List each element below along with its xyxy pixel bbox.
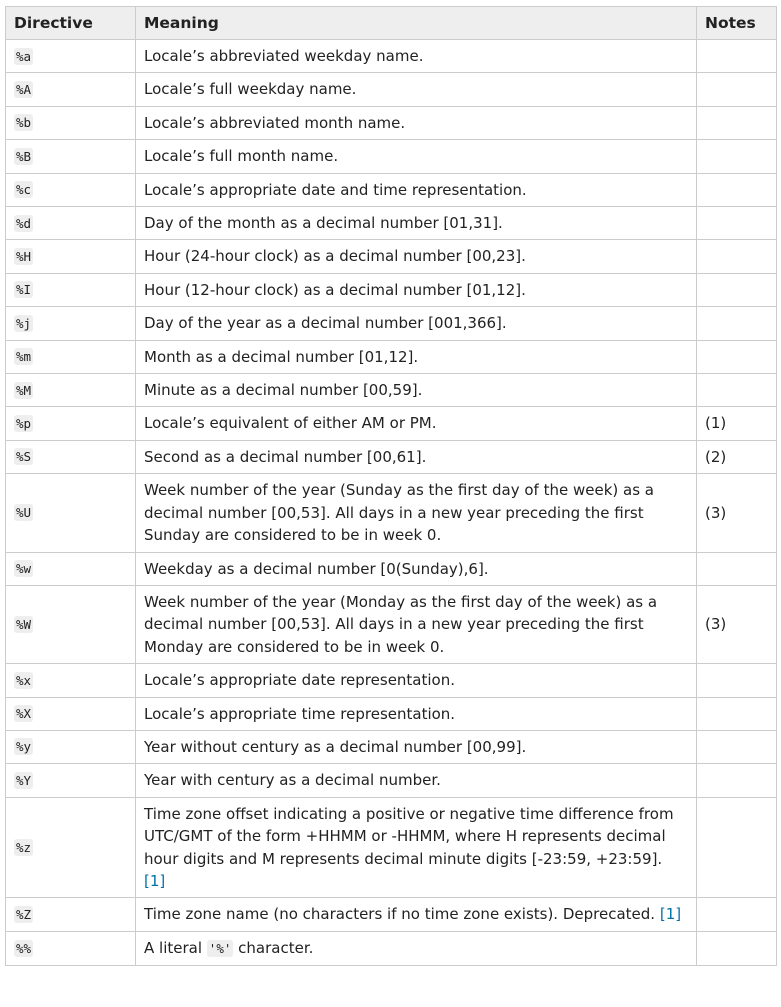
directive-cell <box>6 40 136 73</box>
directive-code: %Y <box>16 772 32 788</box>
notes-cell <box>697 764 777 797</box>
notes-cell <box>697 552 777 585</box>
directive-cell <box>6 273 136 306</box>
table-header-row <box>6 7 777 40</box>
directive-cell <box>6 797 136 898</box>
meaning-cell: Locale’s abbreviated month name. <box>136 106 697 139</box>
footnote-link[interactable]: [1] <box>144 871 166 890</box>
header-meaning: Meaning <box>136 7 697 40</box>
table-row <box>6 585 777 663</box>
footnote-link[interactable]: [1] <box>659 905 682 924</box>
directive-cell <box>6 474 136 552</box>
notes-cell <box>697 73 777 106</box>
meaning-cell: Locale’s full weekday name. <box>136 73 697 106</box>
directive-code: %W <box>16 616 32 632</box>
directive-cell <box>6 764 136 797</box>
notes-cell <box>697 898 777 931</box>
notes-cell: (3) <box>697 474 777 552</box>
meaning-cell: Locale’s appropriate date representation. <box>136 664 697 697</box>
table-row <box>6 931 777 965</box>
directive-code: %H <box>16 248 32 264</box>
meaning-cell: Minute as a decimal number [00,59]. <box>136 374 697 407</box>
directive-cell <box>6 106 136 139</box>
table-row <box>6 207 777 240</box>
directive-cell <box>6 730 136 763</box>
table-row <box>6 73 777 106</box>
directive-cell <box>6 173 136 206</box>
directive-cell <box>6 374 136 407</box>
literal-code: '%' <box>208 940 232 956</box>
meaning-cell: Locale’s full month name. <box>136 140 697 173</box>
table-row <box>6 173 777 206</box>
meaning-cell: Day of the month as a decimal number [01,31]. <box>136 207 697 240</box>
directive-cell <box>6 140 136 173</box>
directive-code: %% <box>16 940 32 956</box>
directive-code: %U <box>16 505 32 521</box>
meaning-cell: Locale’s appropriate time representation. <box>136 697 697 730</box>
header-notes: Notes <box>697 7 777 40</box>
directive-code: %w <box>16 561 32 576</box>
table-row <box>6 106 777 139</box>
meaning-cell: Hour (24-hour clock) as a decimal number [00,23]. <box>136 240 697 273</box>
directive-code: %y <box>16 739 32 755</box>
notes-cell <box>697 374 777 407</box>
directive-code: %p <box>16 415 32 431</box>
notes-cell <box>697 931 777 965</box>
table-row <box>6 140 777 173</box>
table-row <box>6 407 777 440</box>
directive-cell <box>6 585 136 663</box>
directive-cell <box>6 307 136 340</box>
directive-cell <box>6 697 136 730</box>
directive-code: %c <box>16 182 32 198</box>
directive-code: %S <box>16 449 32 465</box>
directive-code: %z <box>16 839 32 855</box>
notes-cell <box>697 664 777 697</box>
meaning-cell: Week number of the year (Sunday as the first day of the week) as a decimal number [00,53]. All days in a new year preceding the first Sunday are considered to be in week 0. <box>136 474 697 552</box>
notes-cell <box>697 140 777 173</box>
directive-code: %b <box>16 115 32 131</box>
table-row <box>6 273 777 306</box>
table-row <box>6 664 777 697</box>
notes-cell <box>697 40 777 73</box>
meaning-cell: Day of the year as a decimal number [001,366]. <box>136 307 697 340</box>
directive-code: %A <box>16 81 32 97</box>
notes-cell <box>697 240 777 273</box>
meaning-cell: Locale’s appropriate date and time representation. <box>136 173 697 206</box>
notes-cell <box>697 697 777 730</box>
meaning-cell: Year without century as a decimal number [00,99]. <box>136 730 697 763</box>
directive-code: %M <box>16 382 32 398</box>
table-row <box>6 898 777 931</box>
directive-cell <box>6 407 136 440</box>
table-row <box>6 797 777 898</box>
directive-cell <box>6 552 136 585</box>
meaning-cell: Locale’s equivalent of either AM or PM. <box>136 407 697 440</box>
table-row <box>6 764 777 797</box>
meaning-cell <box>136 898 697 931</box>
directive-cell <box>6 664 136 697</box>
notes-cell: (2) <box>697 440 777 473</box>
meaning-text-pre: A literal <box>144 938 203 957</box>
notes-cell <box>697 307 777 340</box>
directive-cell <box>6 898 136 931</box>
meaning-cell <box>136 931 697 965</box>
header-directive: Directive <box>6 7 136 40</box>
directive-code: %a <box>16 48 32 64</box>
table-row <box>6 340 777 373</box>
table-row <box>6 40 777 73</box>
meaning-text: Time zone offset indicating a positive or negative time difference from UTC/GMT of the form +HHMM or -HHMM, where H represents decimal hour digits and M represents decimal minute digits [-23:59, +23:59]. <box>144 804 674 868</box>
table-row <box>6 730 777 763</box>
meaning-cell: Month as a decimal number [01,12]. <box>136 340 697 373</box>
meaning-cell: Hour (12-hour clock) as a decimal number [01,12]. <box>136 273 697 306</box>
table-row <box>6 240 777 273</box>
meaning-cell: Weekday as a decimal number [0(Sunday),6]. <box>136 552 697 585</box>
notes-cell <box>697 207 777 240</box>
directive-code: %d <box>16 215 32 231</box>
directive-cell <box>6 340 136 373</box>
table-row <box>6 374 777 407</box>
meaning-cell: Year with century as a decimal number. <box>136 764 697 797</box>
directive-cell <box>6 73 136 106</box>
table-row <box>6 697 777 730</box>
directive-code: %m <box>16 349 32 365</box>
directive-cell <box>6 931 136 965</box>
table-row <box>6 307 777 340</box>
directive-cell <box>6 240 136 273</box>
directive-code: %x <box>16 672 32 688</box>
directive-code: %B <box>16 148 32 164</box>
notes-cell <box>697 173 777 206</box>
meaning-cell: Locale’s abbreviated weekday name. <box>136 40 697 73</box>
meaning-cell: Week number of the year (Monday as the first day of the week) as a decimal number [00,53]. All days in a new year preceding the first Monday are considered to be in week 0. <box>136 585 697 663</box>
meaning-cell: Second as a decimal number [00,61]. <box>136 440 697 473</box>
directive-code: %j <box>16 315 32 331</box>
table-row <box>6 552 777 585</box>
table-row <box>6 440 777 473</box>
notes-cell <box>697 106 777 139</box>
table-row <box>6 474 777 552</box>
directive-code: %I <box>16 282 32 298</box>
directive-code: %X <box>16 706 32 722</box>
directive-code: %Z <box>16 906 32 922</box>
notes-cell <box>697 730 777 763</box>
directive-cell <box>6 207 136 240</box>
meaning-text: Time zone name (no characters if no time zone exists). Deprecated. <box>144 905 656 924</box>
notes-cell: (1) <box>697 407 777 440</box>
strftime-directive-table <box>5 6 777 966</box>
notes-cell: (3) <box>697 585 777 663</box>
meaning-text-post: character. <box>238 938 314 957</box>
notes-cell <box>697 273 777 306</box>
notes-cell <box>697 797 777 898</box>
notes-cell <box>697 340 777 373</box>
meaning-cell <box>136 797 697 898</box>
directive-cell <box>6 440 136 473</box>
